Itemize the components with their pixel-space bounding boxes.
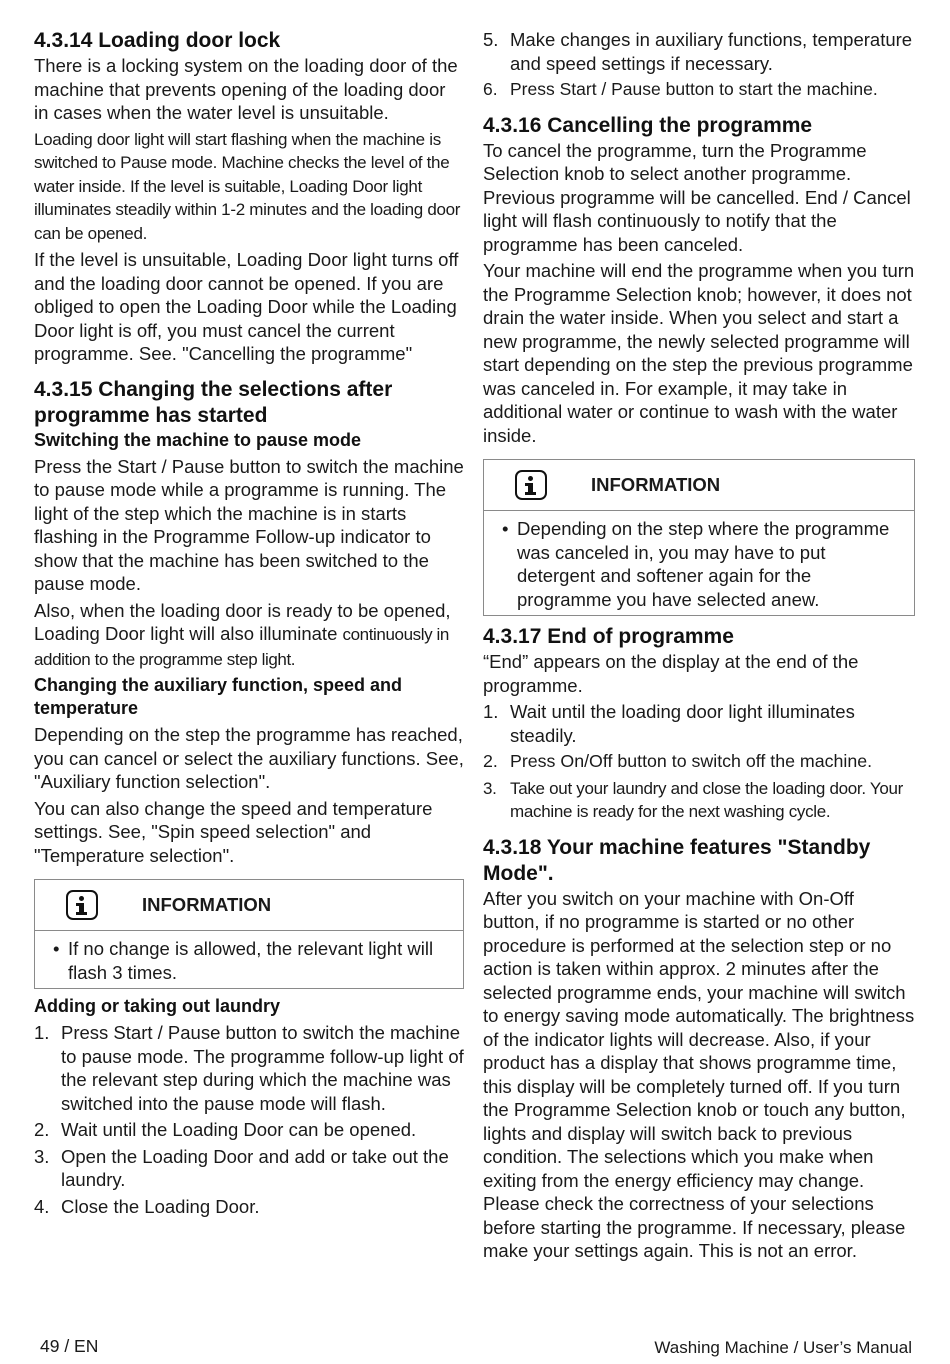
list-text: Press On/Off button to switch off the machine. [510, 751, 873, 771]
information-body [484, 511, 914, 615]
list-number: 2. [34, 1119, 50, 1140]
list-text: Close the Loading Door. [61, 1195, 260, 1217]
list-text: Press Start / Pause button to switch the machine to pause mode. The programme follow-up light of the relevant step during which the machine was switched into the pause mode will flash. [61, 1022, 464, 1114]
manual-title: Washing Machine / User’s Manual [654, 1338, 912, 1357]
list-number: 2. [483, 751, 498, 771]
list-text: Wait until the Loading Door can be opened. [61, 1119, 417, 1140]
list-text: Press Start / Pause button to start the machine. [510, 79, 878, 99]
information-body [35, 931, 463, 988]
page-number: 49 / EN [40, 1336, 99, 1356]
paragraph: Press the Start / Pause button to switch the machine to pause mode while a programme is running. The light of the step which the machine is in starts flashing in the Programme Follow-up indicator to show that the machine has been switched to the pause mode. [34, 455, 464, 594]
info-icon [66, 890, 98, 920]
information-text: If no change is allowed, the relevant light will flash 3 times. [68, 938, 434, 983]
list-item [34, 1195, 464, 1219]
list-item [34, 1145, 464, 1192]
section-title-end-of-programme: 4.3.17 End of programme [483, 625, 734, 648]
steps-list-continued [483, 28, 915, 102]
paragraph [34, 599, 464, 672]
paragraph-part: continuously in addition to the programme step light. [34, 625, 449, 669]
paragraph: After you switch on your machine with On-Off button, if no programme is started or no other procedure is performed at the selection step or no action is taken within approx. 2 minutes after the selected programme ends, your machine will switch to energy saving mode automatically. The brightness of the indicator lights will decrease. Also, if your product has a display that shows programme time, this display will be completely turned off. If you turn the Programme Selection knob or touch any button, lights and display will switch back to previous condition. The selections which you make when exiting from the energy efficiency may change. Please check the correctness of your selections before starting the programme. If necessary, please make your settings again. This is not an error. [483, 887, 915, 1261]
list-number: 6. [483, 79, 498, 99]
information-header [35, 880, 463, 931]
information-title: INFORMATION [591, 474, 721, 495]
left-column [34, 28, 464, 1221]
info-icon [515, 470, 547, 500]
section-title-changing-selections: 4.3.15 Changing the selections after programme has started [34, 377, 393, 427]
information-box [34, 879, 464, 989]
list-item [483, 28, 915, 75]
list-text: Open the Loading Door and add or take out the laundry. [61, 1145, 449, 1190]
list-item [483, 78, 915, 102]
list-item [483, 777, 915, 824]
list-item [483, 750, 915, 774]
end-steps-list [483, 700, 915, 824]
section-title-loading-door-lock: 4.3.14 Loading door lock [34, 29, 281, 52]
bullet-icon: • [53, 938, 60, 959]
information-box [483, 459, 915, 616]
list-text: Take out your laundry and close the loading door. Your machine is ready for the next washing cycle. [510, 778, 904, 821]
paragraph: Depending on the step the programme has reached, you can cancel or select the auxiliary functions. See, "Auxiliary function selection". [34, 724, 464, 792]
paragraph: Your machine will end the programme when you turn the Programme Selection knob; however, it does not drain the water inside. When you select and start a new programme, the newly selected programme will start depending on the step the previous programme was canceled in. For example, it may take in additional water or continue to wash with the water inside. [483, 260, 915, 446]
steps-list [34, 1021, 464, 1218]
information-header [484, 460, 914, 511]
section-title-cancelling: 4.3.16 Cancelling the programme [483, 113, 813, 137]
bullet-icon: • [502, 518, 509, 539]
paragraph: Loading door light will start flashing when the machine is switched to Pause mode. Machine checks the level of the water inside. If the level is suitable, Loading Door light illuminates steadily within 1-2 minutes and the loading door can be opened. [34, 129, 461, 243]
paragraph: There is a locking system on the loading door of the machine that prevents opening of the loading door in cases when the water level is unsuitable. [34, 55, 458, 123]
paragraph: To cancel the programme, turn the Programme Selection knob to select another programme. Previous programme will be cancelled. End / Cancel light will flash continuously to notify that the programme has been canceled. [483, 139, 911, 255]
information-bullet [53, 937, 455, 984]
list-number: 1. [483, 701, 499, 722]
subheading-pause-mode: Switching the machine to pause mode [34, 429, 362, 450]
list-number: 3. [34, 1145, 50, 1167]
list-item [34, 1118, 464, 1142]
list-number: 5. [483, 29, 499, 50]
information-text: Depending on the step where the programme was canceled in, you may have to put detergent and softener again for the programme you have selected anew. [517, 518, 890, 610]
section-title-standby-mode: 4.3.18 Your machine features "Standby Mode". [483, 835, 871, 885]
list-number: 3. [483, 778, 497, 798]
list-number: 4. [34, 1195, 50, 1217]
list-item [483, 700, 915, 747]
list-number: 1. [34, 1022, 50, 1043]
list-item [34, 1021, 464, 1115]
paragraph-part: Also, when the loading door is ready to be opened, Loading Door light will also illuminate [34, 599, 451, 644]
list-text: Wait until the loading door light illuminates steadily. [510, 701, 855, 746]
list-text: Make changes in auxiliary functions, temperature and speed settings if necessary. [510, 29, 913, 74]
paragraph: If the level is unsuitable, Loading Door light turns off and the loading door cannot be opened. If you are obliged to open the Loading Door while the Loading Door light is off, you must cancel the current programme. See. "Cancelling the programme" [34, 249, 459, 364]
subheading-auxiliary-function: Changing the auxiliary function, speed and temperature [34, 675, 403, 718]
right-column [483, 28, 915, 1266]
subheading-adding-laundry: Adding or taking out laundry [34, 996, 280, 1016]
paragraph: You can also change the speed and temperature settings. See, "Spin speed selection" and "Temperature selection". [34, 797, 433, 866]
paragraph: “End” appears on the display at the end of the programme. [483, 651, 859, 696]
information-title: INFORMATION [142, 894, 272, 915]
information-bullet [502, 517, 906, 611]
